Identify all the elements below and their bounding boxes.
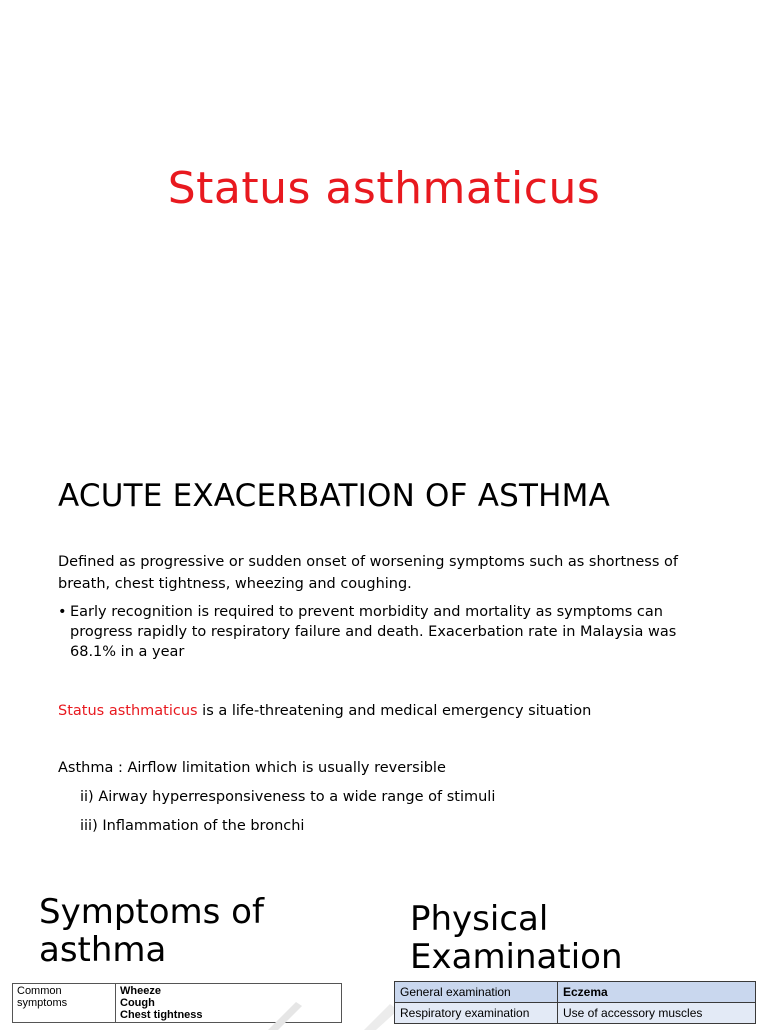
exam-value-cell: Use of accessory muscles bbox=[558, 1003, 756, 1024]
physical-exam-table bbox=[394, 981, 756, 1024]
table-row bbox=[395, 982, 756, 1003]
section-heading-acute-exacerbation: ACUTE EXACERBATION OF ASTHMA bbox=[58, 478, 610, 514]
status-asthmaticus-statement bbox=[58, 700, 591, 722]
bullet-dot-icon: • bbox=[58, 604, 67, 620]
asthma-item-ii: ii) Airway hyperresponsiveness to a wide range of stimuli bbox=[80, 789, 496, 805]
symptom-item: Chest tightness bbox=[120, 1009, 203, 1021]
status-highlight: Status asthmaticus bbox=[58, 703, 198, 719]
asthma-definition: Asthma : Airflow limitation which is usually reversible bbox=[58, 760, 446, 776]
exam-value-cell: Eczema bbox=[558, 982, 756, 1003]
asthma-item-iii: iii) Inflammation of the bronchi bbox=[80, 818, 305, 834]
table-row bbox=[395, 1003, 756, 1024]
slide-title: Status asthmaticus bbox=[167, 163, 601, 214]
symptoms-section-title: Symptoms of asthma bbox=[39, 892, 264, 970]
watermark-graphic bbox=[268, 1000, 408, 1030]
symptom-item: Cough bbox=[120, 997, 155, 1009]
definition-paragraph: Defined as progressive or sudden onset of worsening symptoms such as shortness of breath, chest tightness, wheezing and coughing. bbox=[58, 554, 678, 592]
bullet-item-early-recognition bbox=[58, 602, 718, 662]
status-rest: is a life-threatening and medical emergency situation bbox=[197, 703, 592, 719]
exam-label-cell: Respiratory examination bbox=[395, 1003, 558, 1024]
symptom-item: Wheeze bbox=[120, 985, 161, 997]
physical-exam-section-title: Physical Examination bbox=[410, 899, 623, 977]
symptoms-label-cell: Common symptoms bbox=[13, 984, 116, 1023]
exam-label-cell: General examination bbox=[395, 982, 558, 1003]
bullet-text: Early recognition is required to prevent morbidity and mortality as symptoms can progress rapidly to respiratory failure and death. Exacerbation rate in Malaysia was 68.1% in a year bbox=[70, 604, 677, 660]
